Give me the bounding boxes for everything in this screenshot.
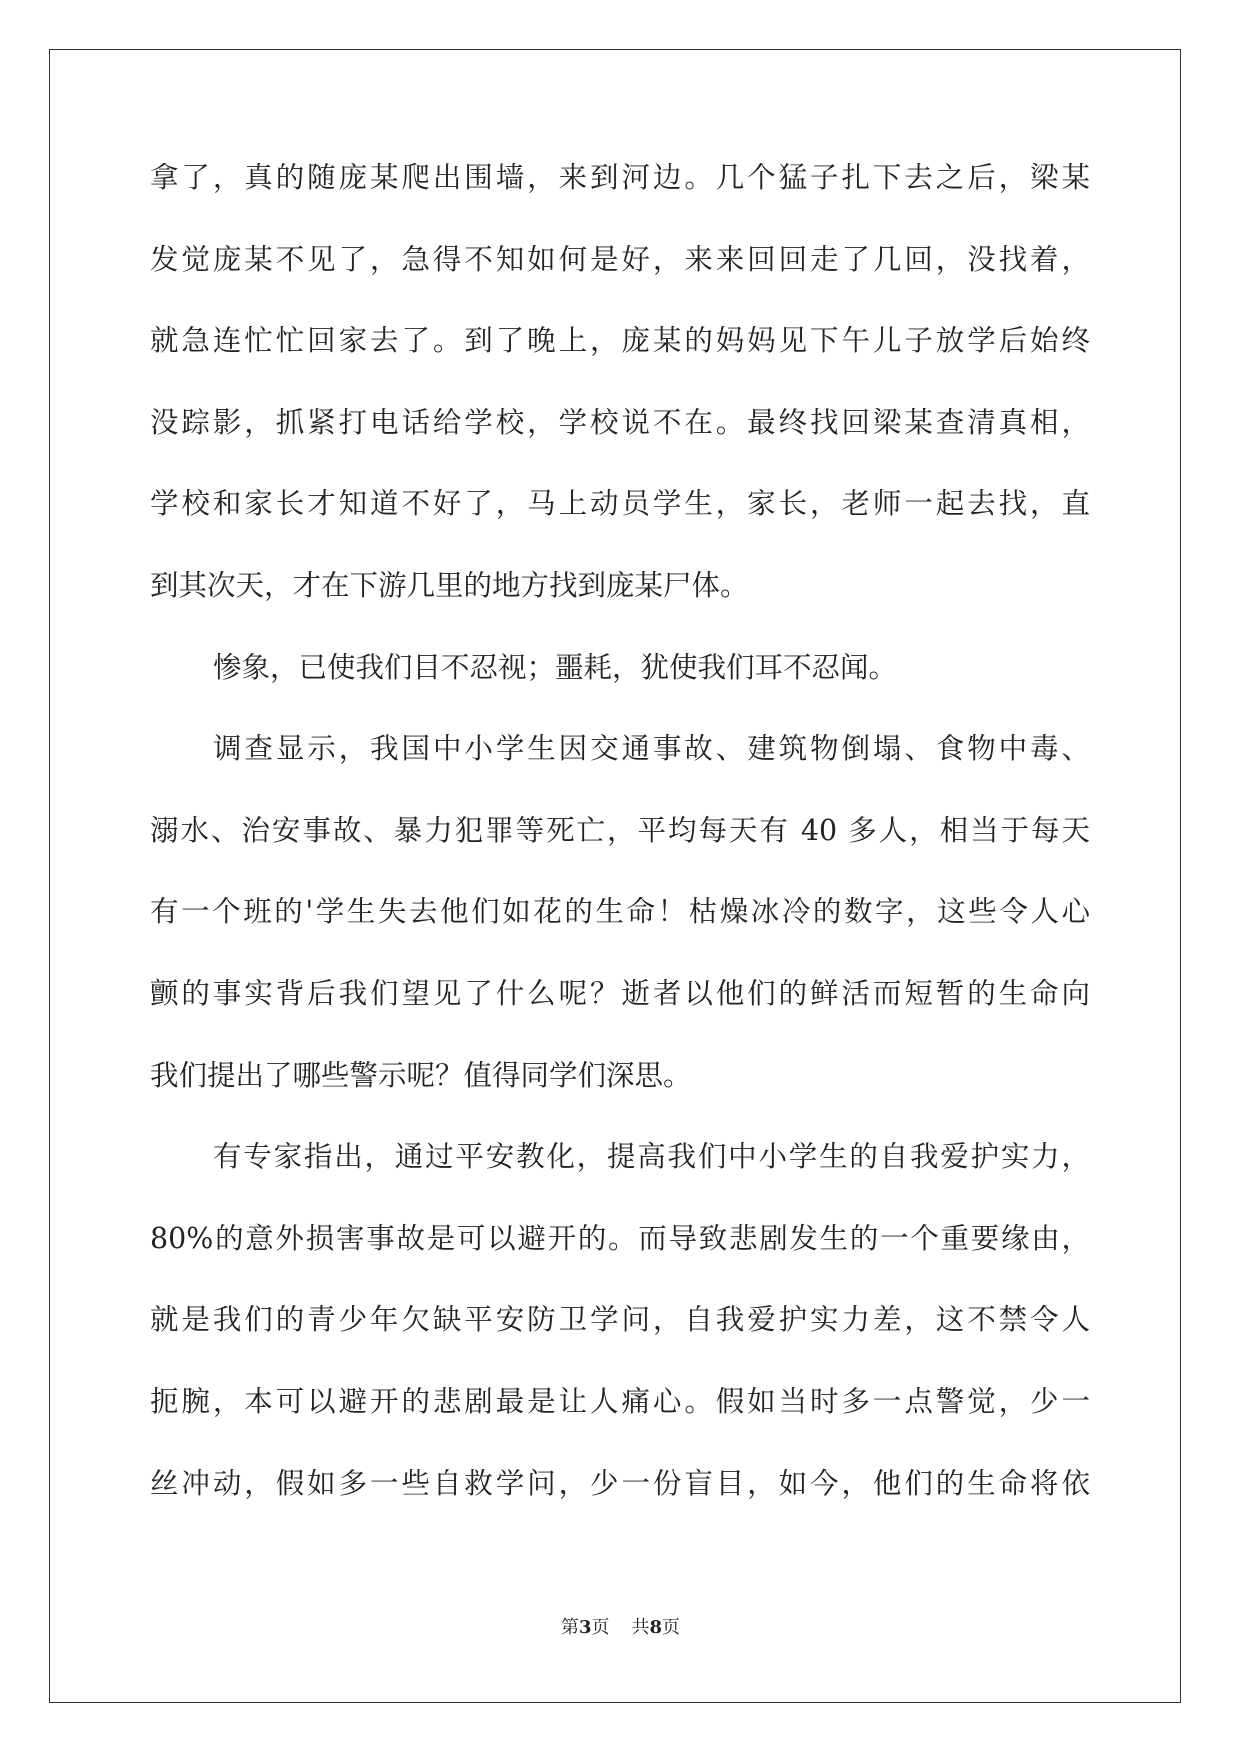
text-line: 有一个班的'学生失去他们如花的生命！枯燥冰冷的数字，这些令人心 (150, 895, 1090, 929)
text-line: 到其次天，才在下游几里的地方找到庞某尸体。 (150, 568, 749, 602)
total-prefix: 共 (631, 1617, 650, 1638)
document-body (150, 160, 1090, 1547)
text-line: 发觉庞某不见了，急得不知如何是好，来来回回走了几回，没找着， (150, 242, 1090, 276)
page-footer (0, 1613, 1241, 1639)
text-line: 拿了，真的随庞某爬出围墙，来到河边。几个猛子扎下去之后，梁某 (150, 161, 1090, 194)
text-line: 就是我们的青少年欠缺平安防卫学问，自我爱护实力差，这不禁令人 (150, 1303, 1090, 1337)
text-line: 颤的事实背后我们望见了什么呢？逝者以他们的鲜活而短暂的生命向 (150, 976, 1090, 1010)
page-suffix: 页 (591, 1617, 610, 1638)
text-line: 有专家指出，通过平安教化，提高我们中小学生的自我爱护实力， (213, 1140, 1090, 1174)
text-line: 80%的意外损害事故是可以避开的。而导致悲剧发生的一个重要缘由， (150, 1221, 1090, 1255)
text-line: 我们提出了哪些警示呢？值得同学们深思。 (150, 1058, 692, 1092)
total-suffix: 页 (662, 1617, 681, 1638)
text-line: 扼腕，本可以避开的悲剧最是让人痛心。假如当时多一点警觉，少一 (150, 1384, 1090, 1418)
text-line: 就急连忙忙回家去了。到了晚上，庞某的妈妈见下午儿子放学后始终 (150, 324, 1090, 358)
page-prefix: 第 (560, 1617, 579, 1638)
text-line: 丝冲动，假如多一些自救学问，少一份盲目，如今，他们的生命将依 (150, 1466, 1090, 1500)
text-line: 调查显示，我国中小学生因交通事故、建筑物倒塌、食物中毒、 (213, 732, 1090, 766)
text-line: 学校和家长才知道不好了，马上动员学生，家长，老师一起去找，直 (150, 487, 1090, 521)
text-line: 惨象，已使我们目不忍视；噩耗，犹使我们耳不忍闻。 (213, 650, 898, 684)
text-line: 没踪影，抓紧打电话给学校，学校说不在。最终找回梁某查清真相， (150, 405, 1090, 439)
page-number: 3 (578, 1617, 592, 1638)
total-pages: 8 (649, 1617, 663, 1638)
text-line: 溺水、治安事故、暴力犯罪等死亡，平均每天有 40 多人，相当于每天 (150, 813, 1090, 847)
